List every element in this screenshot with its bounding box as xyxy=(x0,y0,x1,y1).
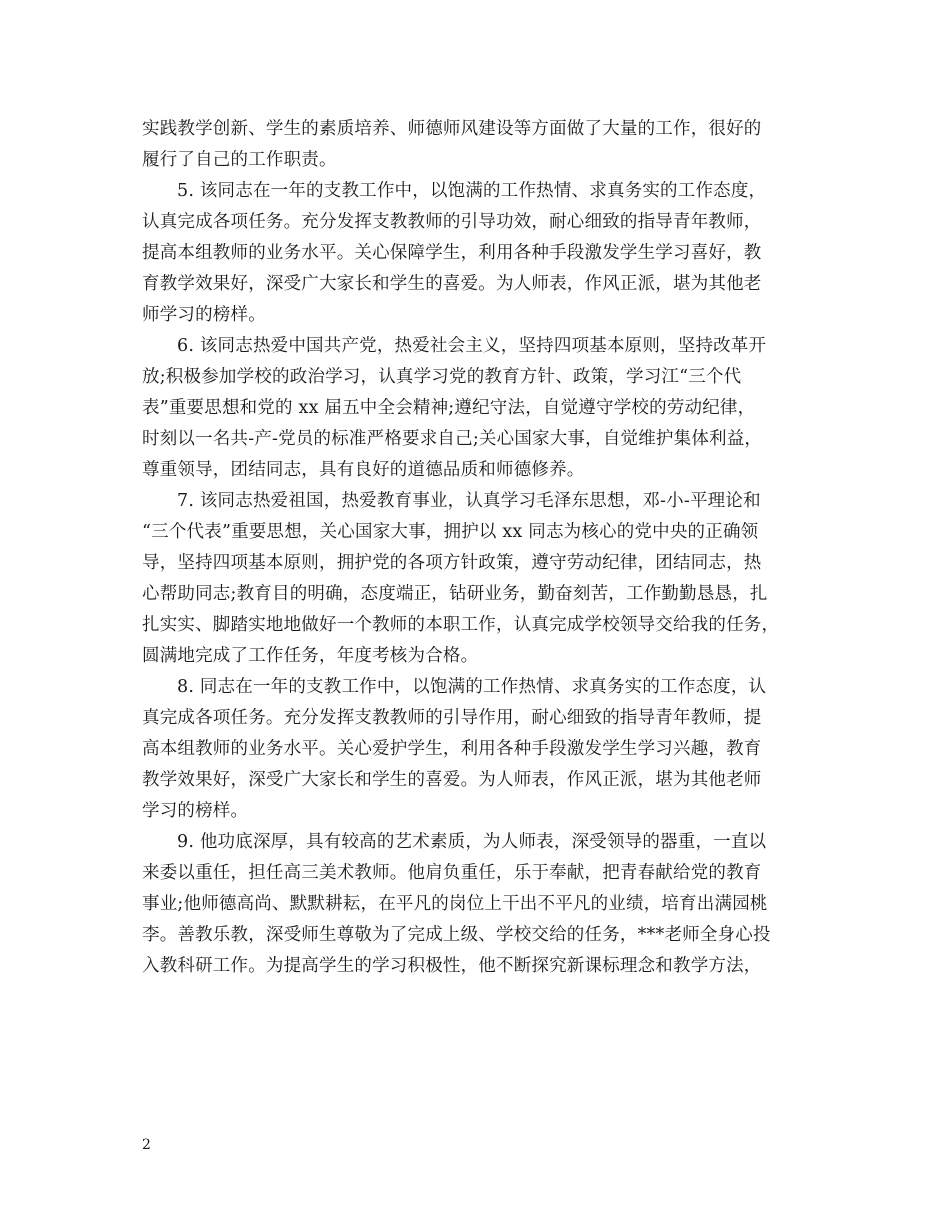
paragraph-6-start: 6. 该同志热爱中国共产党，热爱社会主义，坚持四项基本原则，坚持改革开 xyxy=(177,336,767,356)
text-line: 扎实实、脚踏实地地做好一个教师的本职工作，认真完成学校领导交给我的任务， xyxy=(142,615,780,635)
paragraph-9-start: 9. 他功底深厚，具有较高的艺术素质，为人师表，深受领导的器重，一直以 xyxy=(177,832,767,852)
text-line: 认真完成各项任务。充分发挥支教教师的引导功效，耐心细致的指导青年教师， xyxy=(142,212,762,232)
text-line: 实践教学创新、学生的素质培养、师德师风建设等方面做了大量的工作，很好的 xyxy=(142,119,762,139)
text-line: 教学效果好，深受广大家长和学生的喜爱。为人师表，作风正派，堪为其他老师 xyxy=(142,770,762,790)
paragraph-5-start: 5. 该同志在一年的支教工作中，以饱满的工作热情、求真务实的工作态度， xyxy=(177,181,767,201)
text-line: 真完成各项任务。充分发挥支教教师的引导作用，耐心细致的指导青年教师，提 xyxy=(142,708,762,728)
text-line: 放;积极参加学校的政治学习，认真学习党的教育方针、政策，学习江“三个代 xyxy=(142,367,742,387)
text-line: 来委以重任，担任高三美术教师。他肩负重任，乐于奉献，把青春献给党的教育 xyxy=(142,863,762,883)
text-line: 李。善教乐教，深受师生尊敬为了完成上级、学校交给的任务，***老师全身心投 xyxy=(142,925,771,945)
text-line: 导，坚持四项基本原则，拥护党的各项方针政策，遵守劳动纪律，团结同志，热 xyxy=(142,553,762,573)
text-line: 育教学效果好，深受广大家长和学生的喜爱。为人师表，作风正派，堪为其他老 xyxy=(142,274,762,294)
text-line: 入教科研工作。为提高学生的学习积极性，他不断探究新课标理念和教学方法， xyxy=(142,956,762,976)
document-body xyxy=(142,114,822,982)
text-line: 事业;他师德高尚、默默耕耘，在平凡的岗位上干出不平凡的业绩，培育出满园桃 xyxy=(142,894,768,914)
text-line: “三个代表”重要思想，关心国家大事，拥护以 xx 同志为核心的党中央的正确领 xyxy=(142,522,759,542)
text-line: 时刻以一名共-产-党员的标准严格要求自己;关心国家大事，自觉维护集体利益， xyxy=(142,429,763,449)
text-line: 高本组教师的业务水平。关心爱护学生，利用各种手段激发学生学习兴趣，教育 xyxy=(142,739,762,759)
text-line: 表”重要思想和党的 xx 届五中全会精神;遵纪守法，自觉遵守学校的劳动纪律， xyxy=(142,398,756,418)
text-line: 尊重领导，团结同志，具有良好的道德品质和师德修养。 xyxy=(142,460,585,480)
text-line: 学习的榜样。 xyxy=(142,801,249,821)
text-line: 心帮助同志;教育目的明确，态度端正，钻研业务，勤奋刻苦，工作勤勤恳恳，扎 xyxy=(142,584,768,604)
text-line: 圆满地完成了工作任务，年度考核为合格。 xyxy=(142,646,479,666)
text-line: 提高本组教师的业务水平。关心保障学生，利用各种手段激发学生学习喜好，教 xyxy=(142,243,762,263)
paragraph-7-start: 7. 该同志热爱祖国，热爱教育事业，认真学习毛泽东思想，邓-小-平理论和 xyxy=(177,491,761,511)
page-number: 2 xyxy=(142,1137,151,1153)
paragraph-8-start: 8. 同志在一年的支教工作中，以饱满的工作热情、求真务实的工作态度，认 xyxy=(177,677,767,697)
text-line: 履行了自己的工作职责。 xyxy=(142,150,337,170)
text-line: 师学习的榜样。 xyxy=(142,305,266,325)
